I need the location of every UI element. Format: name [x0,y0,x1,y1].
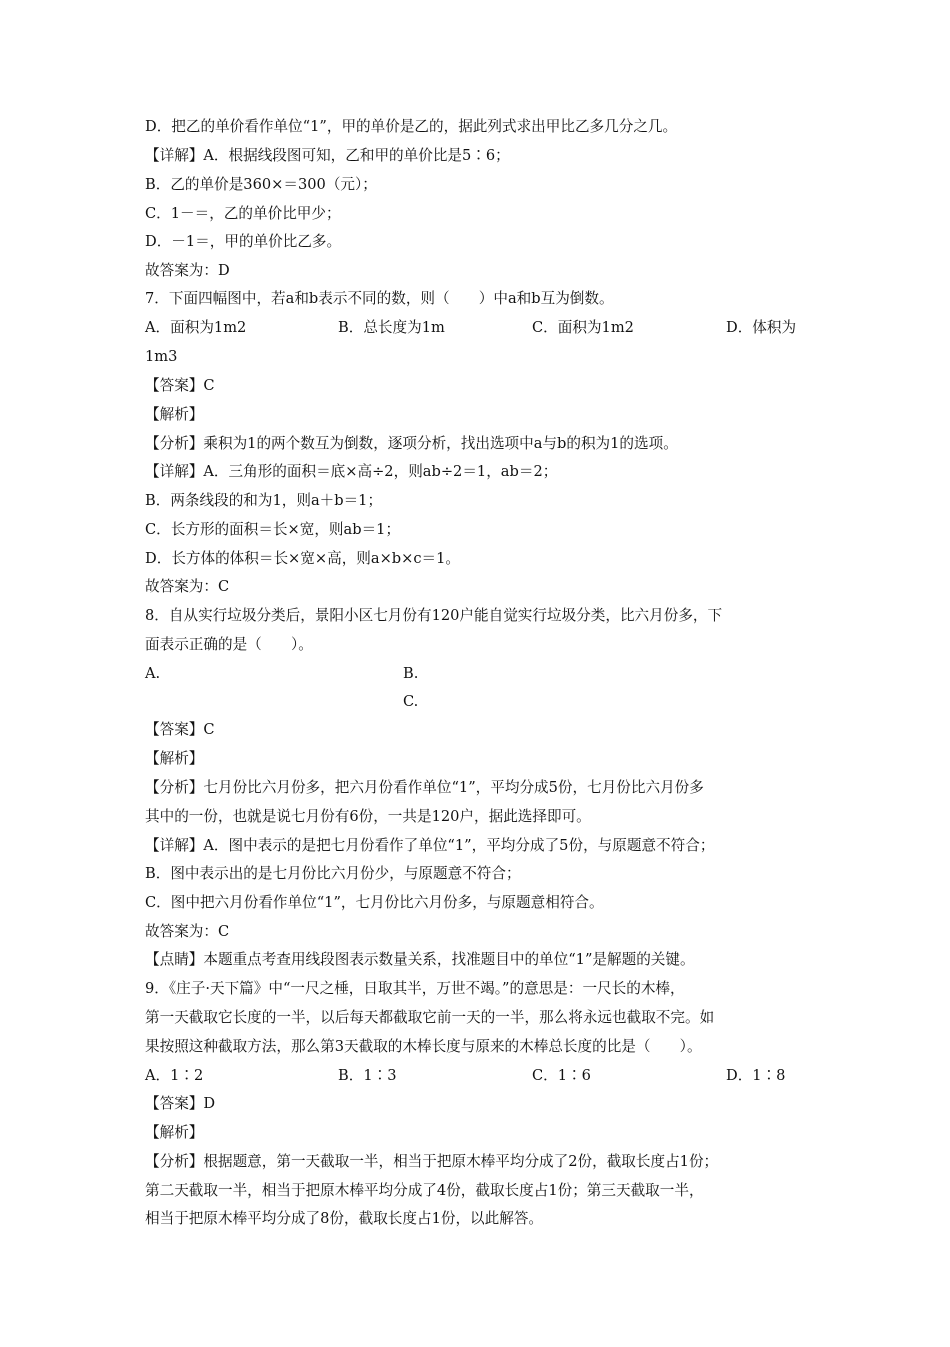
text-line: 【分析】七月份比六月份多，把六月份看作单位“1”，平均分成5份，七月份比六月份多 [145,779,704,796]
analysis-heading: 【解析】 [145,406,204,423]
q8-option-a: A. [145,665,161,682]
text-line: D．把乙的单价看作单位“1”，甲的单价是乙的，据此列式求出甲比乙多几分之几。 [145,118,678,135]
q9-option-d: D．1∶8 [726,1067,786,1084]
analysis-heading: 【解析】 [145,750,204,767]
q7-option-a: A．面积为1m2 [145,319,247,336]
text-line: 1m3 [145,348,178,365]
text-line: B．图中表示出的是七月份比六月份少，与原题意不符合； [145,865,521,882]
question-9: 9．《庄子·天下篇》中“一尺之棰，日取其半，万世不竭。”的意思是：一尺长的木棒， [145,980,685,997]
q8-option-b: B. [403,665,419,682]
q7-option-c: C．面积为1m2 [532,319,634,336]
text-line: 【分析】根据题意，第一天截取一半，相当于把原木棒平均分成了2份，截取长度占1份； [145,1153,719,1170]
q7-option-b: B．总长度为1m [338,319,445,336]
question-7: 7．下面四幅图中，若a和b表示不同的数，则（ ）中a和b互为倒数。 [145,290,614,307]
text-line: 【详解】A．三角形的面积＝底×高÷2，则ab÷2＝1，ab＝2； [145,463,558,480]
text-line: 其中的一份，也就是说七月份有6份，一共是120户，据此选择即可。 [145,808,591,825]
answer-heading: 【答案】C [145,721,215,738]
q7-option-d: D．体积为 [726,319,797,336]
q9-option-c: C．1∶6 [532,1067,591,1084]
text-line: 第一天截取它长度的一半，以后每天都截取它前一天的一半，那么将永远也截取不完。如 [145,1009,715,1026]
text-line: 第二天截取一半，相当于把原木棒平均分成了4份，截取长度占1份；第三天截取一半， [145,1182,704,1199]
text-line: C．1－＝，乙的单价比甲少； [145,205,341,222]
q8-option-c: C. [403,693,419,710]
text-line: C．图中把六月份看作单位“1”，七月份比六月份多，与原题意相符合。 [145,894,604,911]
text-line: 面表示正确的是（ ）。 [145,636,313,653]
text-line: 【详解】A．根据线段图可知，乙和甲的单价比是5∶6； [145,147,510,164]
text-line: 故答案为：C [145,578,230,595]
text-line: 故答案为：C [145,923,230,940]
q9-option-a: A．1∶2 [145,1067,204,1084]
text-line: C．长方形的面积＝长×宽，则ab＝1； [145,521,401,538]
text-line: B．两条线段的和为1，则a＋b＝1； [145,492,383,509]
text-line: B．乙的单价是360×＝300（元）； [145,176,377,193]
analysis-heading: 【解析】 [145,1124,204,1141]
q9-option-b: B．1∶3 [338,1067,397,1084]
text-line: 【详解】A．图中表示的是把七月份看作了单位“1”，平均分成了5份，与原题意不符合； [145,837,715,854]
text-line: 相当于把原木棒平均分成了8份，截取长度占1份，以此解答。 [145,1210,544,1227]
text-line: 【分析】乘积为1的两个数互为倒数，逐项分析，找出选项中a与b的积为1的选项。 [145,435,678,452]
text-line: D．－1＝，甲的单价比乙多。 [145,233,342,250]
answer-heading: 【答案】D [145,1095,216,1112]
answer-heading: 【答案】C [145,377,215,394]
text-line: 故答案为：D [145,262,230,279]
text-line: 【点睛】本题重点考查用线段图表示数量关系，找准题目中的单位“1”是解题的关键。 [145,951,695,968]
text-line: D．长方体的体积＝长×宽×高，则a×b×c＝1。 [145,550,461,567]
text-line: 果按照这种截取方法，那么第3天截取的木棒长度与原来的木棒总长度的比是（ ）。 [145,1038,702,1055]
question-8: 8．自从实行垃圾分类后，景阳小区七月份有120户能自觉实行垃圾分类，比六月份多，下 [145,607,723,624]
